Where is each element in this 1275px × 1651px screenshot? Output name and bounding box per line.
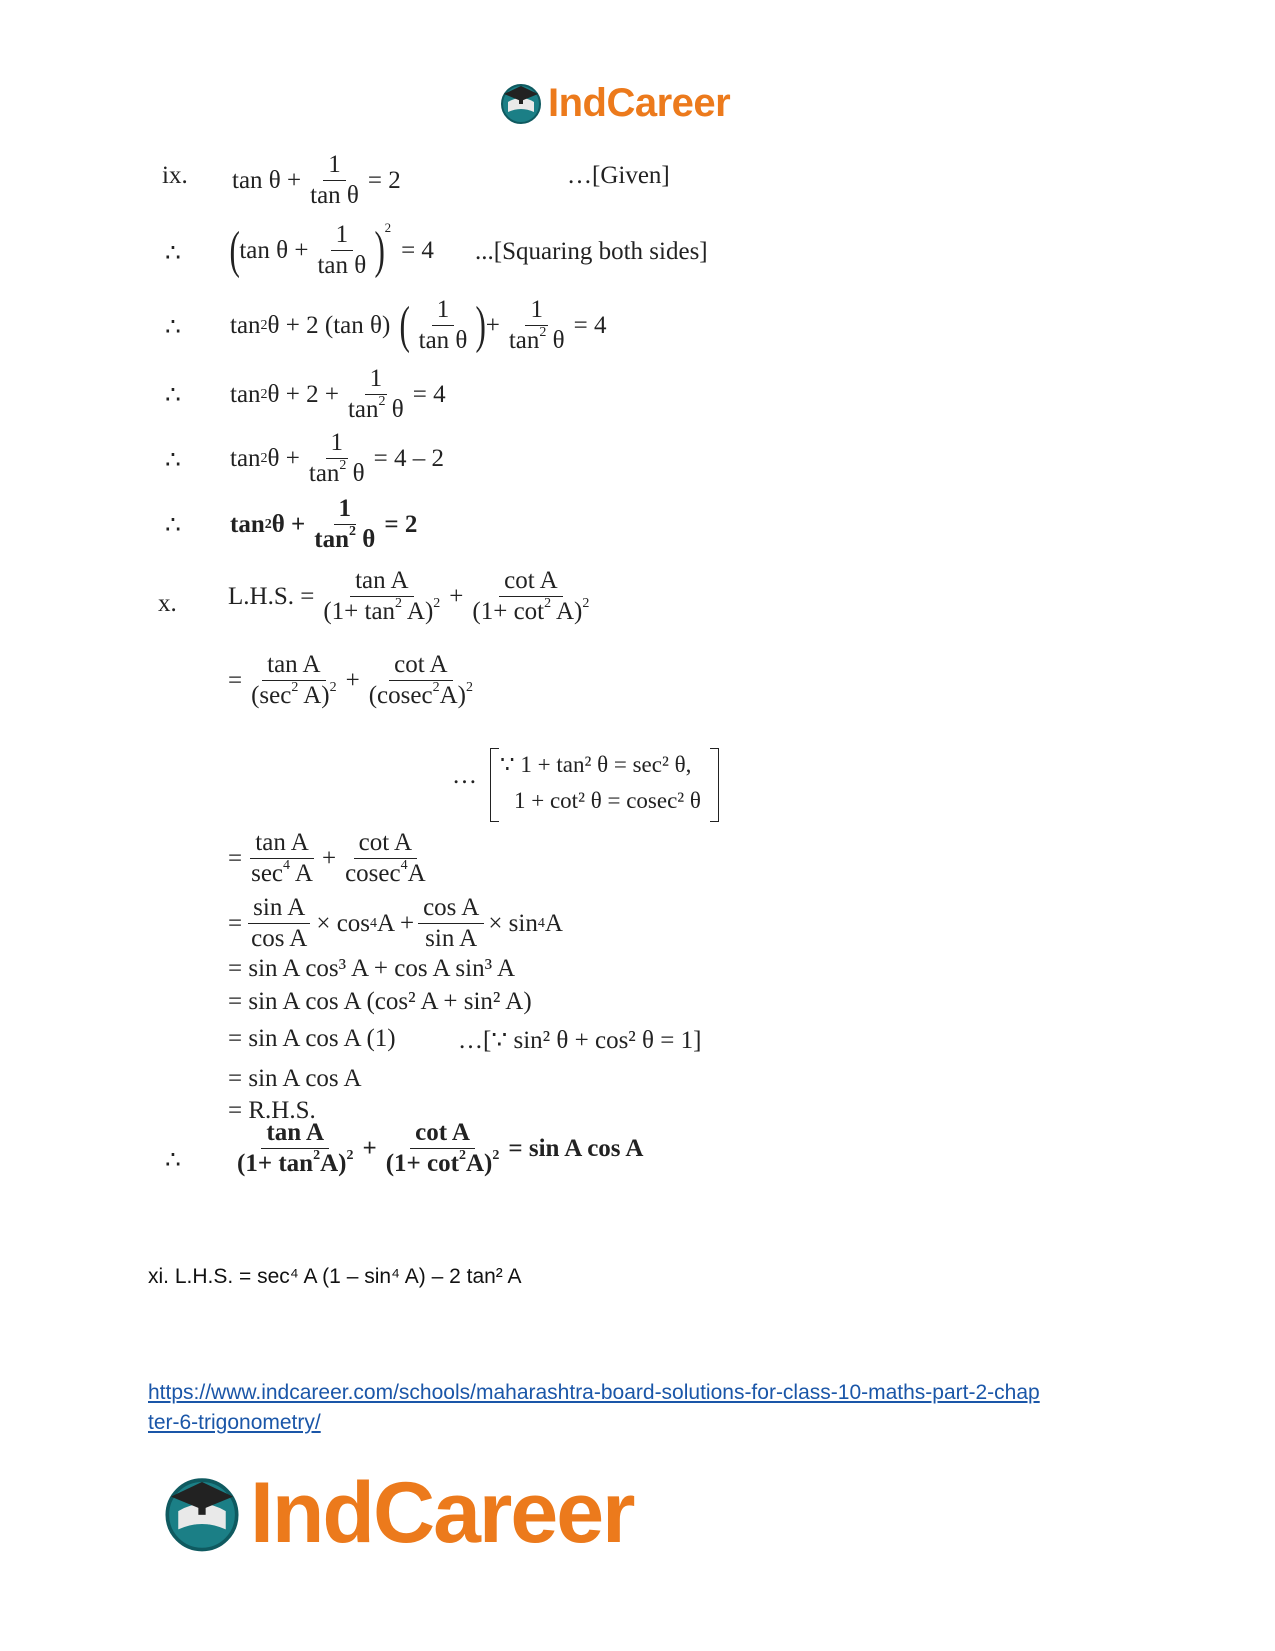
equation-x-step7: = sin A cos A bbox=[228, 1065, 362, 1092]
identity-bracket-right bbox=[710, 748, 719, 822]
lhs-label: L.H.S. = bbox=[228, 582, 315, 610]
link-line-1: https://www.indcareer.com/schools/maharashtra-board-solutions-for-class-10-maths-part-2-chap bbox=[148, 1381, 1040, 1404]
item-xi-text: xi. L.H.S. = sec⁴ A (1 – sin⁴ A) – 2 tan² A bbox=[148, 1265, 522, 1288]
given-note: …[Given] bbox=[567, 162, 670, 189]
source-link[interactable] bbox=[148, 1378, 1148, 1438]
squaring-note: ...[Squaring both sides] bbox=[475, 238, 708, 265]
identity-line-1: ∵ 1 + tan² θ = sec² θ, bbox=[500, 752, 692, 777]
therefore-symbol: ∴ bbox=[165, 382, 181, 409]
graduation-globe-icon bbox=[498, 80, 544, 126]
therefore-symbol: ∴ bbox=[165, 447, 181, 474]
ellipsis: … bbox=[452, 762, 477, 789]
equation-ix-result: tan 2 θ + $\frac{1}{\tan^2 \theta}$ = 2 bbox=[230, 495, 418, 554]
link-line-2: ter-6-trigonometry/ bbox=[148, 1411, 321, 1434]
graduation-globe-icon bbox=[160, 1471, 244, 1555]
equation-x-step5: = sin A cos A (cos² A + sin² A) bbox=[228, 988, 532, 1015]
equation-ix-given: tan θ + $\frac{1}{\text{tan θ}}$ = 2 bbox=[232, 151, 401, 210]
identity-line-2: 1 + cot² θ = cosec² θ bbox=[514, 788, 701, 813]
logo-text: IndCareer bbox=[548, 80, 731, 125]
result-rhs: = sin A cos A bbox=[508, 1134, 644, 1162]
equation-x-step6: = sin A cos A (1) bbox=[228, 1025, 396, 1052]
equation-x-step1: = $\frac{\text{tan A}}{(\sec^2 A)^2}$ + $\frac{\text{cot A}}{(cosec^2A)^2}$ bbox=[228, 651, 473, 710]
item-label-x: x. bbox=[158, 590, 177, 617]
item-label-ix: ix. bbox=[162, 162, 188, 189]
equation-x-lhs: L.H.S. = $\frac{\text{tan A}}{(1+ \tan^2 A)^2}$ + $\frac{\text{cot A}}{(1+ \cot^2 A)^2}$ bbox=[228, 567, 590, 626]
equation-ix-rearranged: tan 2 θ + $\frac{1}{\tan^2 \theta}$ = 4 – 2 bbox=[230, 429, 445, 488]
pythagorean-note: …[∵ sin² θ + cos² θ = 1] bbox=[458, 1027, 702, 1054]
therefore-symbol: ∴ bbox=[165, 240, 181, 267]
equation-x-result: $\frac{\text{tan A}}{(1+ \tan^2A)^2}$ + $\frac{\text{cot A}}{(1+ \cot^2A)^2}$ = sin A cos A bbox=[237, 1119, 644, 1178]
equation-ix-squared: ( tan θ + $\frac{1}{\text{tan θ}}$ ) 2 = 4 bbox=[229, 220, 434, 280]
equation-ix-expanded: tan 2 θ + 2 (tan θ) ( $\frac{1}{\text{tan θ}}$ ) + $\frac{1}{\tan^2 \theta}$ = 4 bbox=[230, 296, 607, 355]
identity-bracket-left bbox=[490, 748, 499, 822]
header-logo bbox=[498, 78, 730, 128]
logo-text: IndCareer bbox=[250, 1464, 634, 1561]
equation-x-step4: = sin A cos³ A + cos A sin³ A bbox=[228, 955, 515, 982]
therefore-symbol: ∴ bbox=[165, 314, 181, 341]
equation-x-step3: = $\frac{\text{sin A}}{\text{cos A}}$ × cos 4 A + $\frac{\text{cos A}}{\text{sin A}}$ × sin 4 A bbox=[228, 894, 563, 953]
equation-ix-simplified: tan 2 θ + 2 + $\frac{1}{\tan^2 \theta}$ = 4 bbox=[230, 365, 446, 424]
therefore-symbol: ∴ bbox=[165, 1147, 181, 1174]
therefore-symbol: ∴ bbox=[165, 512, 181, 539]
equation-x-rhs: = R.H.S. bbox=[228, 1097, 316, 1124]
footer-logo bbox=[160, 1464, 634, 1561]
equation-x-step2: = $\frac{\text{tan A}}{\sec^4 A}$ + $\frac{\text{cot A}}{cosec^4A}$ bbox=[228, 829, 426, 888]
